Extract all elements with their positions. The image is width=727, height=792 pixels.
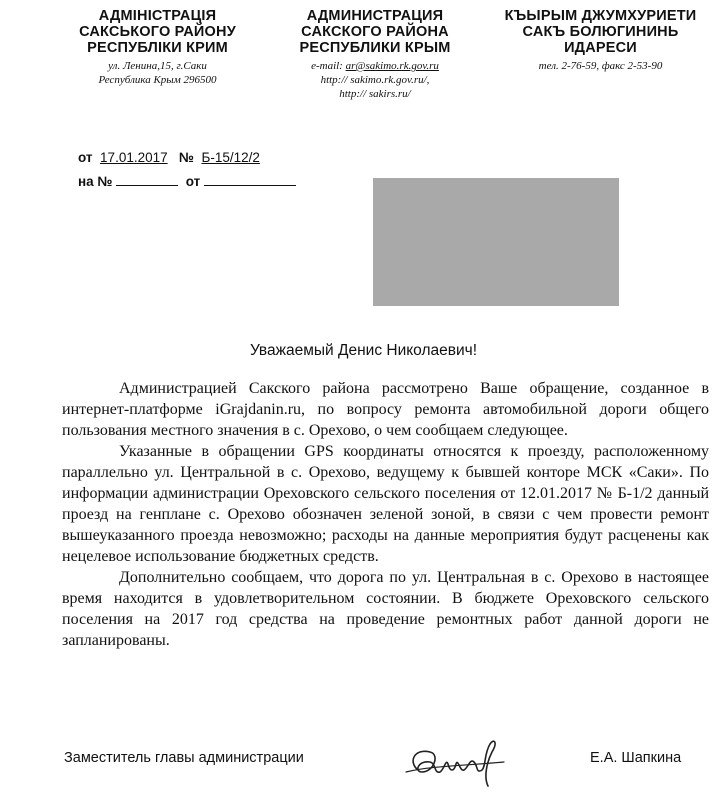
org-line: САКСКОГО РАЙОНА bbox=[301, 24, 449, 40]
from-label: от bbox=[78, 150, 93, 165]
org-line: АДМІНІСТРАЦІЯ bbox=[98, 8, 217, 24]
paragraph: Дополнительно сообщаем, что дорога по ул. Центральная в с. Орехово в настоящее время находится в удовлетворительном состоянии. В бюджете Ореховского сельского поселения на 2017 год средства на проведение ремонтных работ данной дороги не запланированы. bbox=[62, 569, 709, 649]
email-line bbox=[275, 59, 475, 73]
blank-number bbox=[116, 172, 178, 186]
signer-position: Заместитель главы администрации bbox=[64, 750, 304, 766]
greeting: Уважаемый Денис Николаевич! bbox=[249, 342, 478, 359]
letter-body bbox=[62, 378, 709, 651]
handwritten-signature bbox=[400, 732, 510, 792]
reg-number: Б-15/12/2 bbox=[201, 150, 260, 165]
email-link[interactable]: ar@sakimo.rk.gov.ru bbox=[345, 60, 439, 72]
signer-name: Е.А. Шапкина bbox=[590, 750, 682, 766]
letterhead-tt bbox=[478, 8, 723, 73]
website-link[interactable]: http:// sakimo.rk.gov.ru/, bbox=[320, 74, 430, 86]
org-line: РЕСПУБЛІКИ КРИМ bbox=[87, 40, 228, 56]
letterhead-ru bbox=[275, 8, 475, 101]
org-line: ИДАРЕСИ bbox=[564, 40, 637, 56]
org-line: КЪЫРЫМ ДЖУМХУРИЕТИ bbox=[504, 8, 697, 24]
website-link[interactable]: http:// sakirs.ru/ bbox=[339, 88, 411, 100]
org-name-ru bbox=[275, 8, 475, 56]
org-line: РЕСПУБЛИКИ КРЫМ bbox=[299, 40, 451, 56]
org-line: САКСЬКОГО РАЙОНУ bbox=[79, 24, 236, 40]
address-line: ул. Ленина,15, г.Саки bbox=[108, 60, 207, 72]
num-label: № bbox=[178, 150, 194, 165]
phone-line: тел. 2-76-59, факс 2-53-90 bbox=[538, 60, 663, 72]
blank-date bbox=[204, 172, 296, 186]
org-name-tt bbox=[478, 8, 723, 56]
redacted-address-block bbox=[373, 178, 619, 306]
incoming-reg-line bbox=[78, 172, 296, 189]
to-from-label: от bbox=[185, 174, 201, 189]
address-line: Республика Крым 296500 bbox=[98, 74, 217, 86]
signature-block bbox=[0, 748, 727, 788]
to-num-label: на № bbox=[78, 174, 113, 189]
org-name-ua bbox=[50, 8, 265, 56]
outgoing-reg-line bbox=[78, 150, 260, 165]
paragraph: Администрацией Сакского района рассмотрено Ваше обращение, созданное в интернет-платформе iGrajdanin.ru, по вопросу ремонта автомобильной дороги общего пользования местного значения в с. Орехово, о чем сообщаем следующее. bbox=[62, 380, 709, 439]
phone-tt bbox=[478, 59, 723, 73]
org-line: САКЪ БОЛЮГИНИНЬ bbox=[522, 24, 679, 40]
address-ua bbox=[50, 59, 265, 87]
letterhead-ua bbox=[50, 8, 265, 87]
email-label: e-mail: bbox=[311, 60, 346, 72]
org-line: АДМИНИСТРАЦИЯ bbox=[306, 8, 444, 24]
reg-date: 17.01.2017 bbox=[100, 150, 168, 165]
contacts-ru bbox=[275, 59, 475, 101]
letterhead bbox=[0, 8, 727, 118]
paragraph: Указанные в обращении GPS координаты относятся к проезду, расположенному параллельно ул. Центральной в с. Орехово, ведущему к бывшей конторе МСК «Саки». По информации администрации Ореховского сельского поселения от 12.01.2017 № Б-1/2 данный проезд на генплане с. Орехово обозначен зеленой зоной, в связи с чем провести ремонт вышеуказанного проезда невозможно; расходы на данные мероприятия будут расценены как нецелевое использование бюджетных средств. bbox=[62, 443, 709, 565]
